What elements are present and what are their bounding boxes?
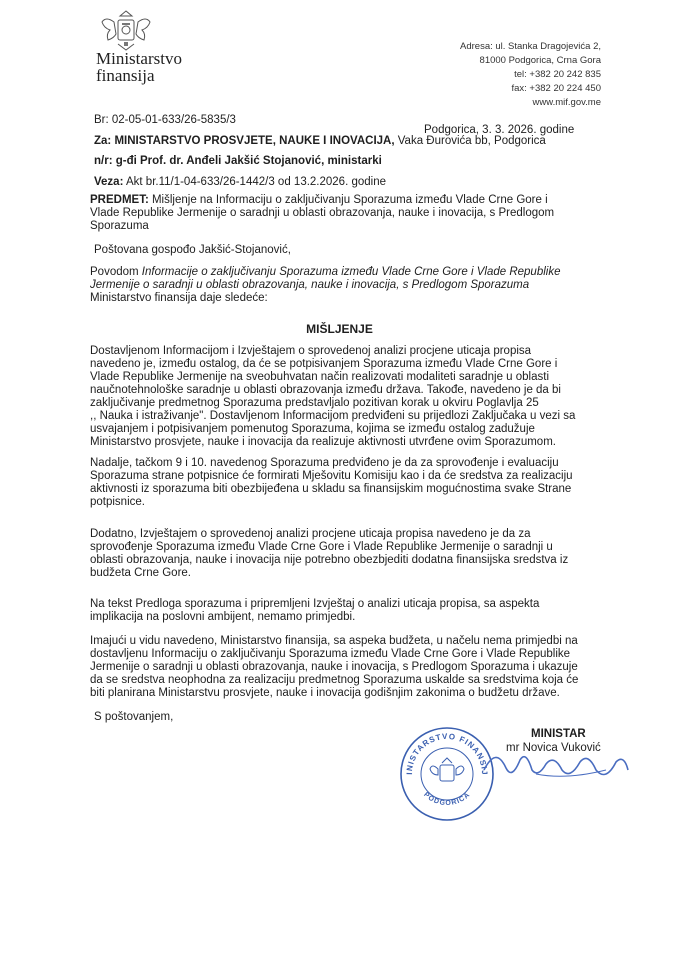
p3-line: budžeta Crne Gore. — [90, 567, 192, 579]
address-line: Adresa: ul. Stanka Dragojevića 2, — [460, 41, 601, 52]
p4-line: implikacija na poslovni ambijent, nemamo primjedbi. — [90, 611, 356, 623]
ministry-name — [96, 50, 182, 84]
p5-line: biti planirana Ministarstvu prosvjete, nauke i inovacija godišnjim zakonima o budžetu države. — [90, 687, 560, 699]
p1-line: Ministarstvo prosvjete, nauke i inovacija da realizuje aktivnosti utvrđene ovim Sporazumom. — [90, 436, 556, 448]
subject-line2: Vlade Republike Jermenije o saradnji u oblasti obrazovanja, nauke i inovacija, s Predlogom — [90, 207, 555, 219]
p5-line: Jermenije o saradnji u oblasti obrazovanja, nauke i inovacija, s Predlogom Sporazuma i ukazuje — [90, 661, 578, 673]
subject-line1: Mišljenje na Informaciju o zaključivanju Sporazuma između Vlade Crne Gore i — [148, 194, 548, 206]
reference-label: Veza: — [94, 176, 124, 188]
paragraph-3 — [90, 528, 618, 580]
subject-line3: Sporazuma — [90, 220, 149, 232]
reference-line — [94, 176, 386, 189]
p5-line: dostavljenu Informaciju o zaključivanju Sporazuma između Vlade Crne Gore i Vlade Republike — [90, 648, 571, 660]
p1-line: navedeno je, između ostalog, da će se potpisivanjem Sporazuma između Vlade Crne Gore i — [90, 358, 558, 370]
signatory-name: mr Novica Vuković — [506, 742, 601, 754]
svg-text:PODGORICA: PODGORICA — [422, 791, 472, 808]
subject-block — [90, 194, 618, 233]
signatory-title: MINISTAR — [531, 728, 586, 740]
closing: S poštovanjem, — [94, 711, 174, 723]
handwritten-signature — [476, 740, 636, 790]
p2-line: aktivnosti iz sporazuma biti obezbijeđena u skladu sa finansijskim mogućnostima svake Strane — [90, 483, 572, 495]
p2-line: Nadalje, tačkom 9 i 10. navedenog Sporazuma predviđeno je da za sprovođenje i evaluaciju — [90, 457, 559, 469]
eagle-crest-icon — [96, 8, 156, 52]
intro-lead: Povodom — [90, 266, 142, 278]
p5-line: Imajući u vidu navedeno, Ministarstvo finansija, sa aspeka budžeta, u načelu nema primjedbi na — [90, 635, 578, 647]
ministry-name-line2: finansija — [96, 66, 155, 85]
recipient — [94, 135, 546, 148]
p1-line: naučnotehnološke saradnje u oblasti obrazovanja između država. Takođe, navedeno je da bi — [90, 384, 561, 396]
svg-text:MINISTARSTVO FINANSIJA: INISTARSTVO FINANSIJ — [404, 731, 490, 776]
p1-line: Dostavljenom Informacijom i Izvještajem o sprovedenoj analizi procjene uticaja propisa — [90, 345, 532, 357]
signature-icon — [476, 740, 636, 790]
p3-line: sprovođenje Sporazuma između Vlade Crne Gore i Vlade Republike Jermenije o saradnji u — [90, 541, 553, 553]
address-block — [460, 40, 601, 110]
intro-title-part2: Jermenije o saradnji u oblasti obrazovanja, nauke i inovacija, s Predlogom Sporazuma — [90, 279, 530, 291]
recipient-name: MINISTARSTVO PROSVJETE, NAUKE I INOVACIJA, — [114, 135, 395, 147]
coat-of-arms-logo — [96, 8, 156, 52]
place-date: Podgorica, 3. 3. 2026. godine — [424, 124, 575, 136]
document-number: Br: 02-05-01-633/26-5835/3 — [94, 114, 236, 126]
p3-line: oblasti obrazovanja, nauke i inovacija nije potrebno obezbjediti dodatna finansijska sredstva iz — [90, 554, 569, 566]
p3-line: Dodatno, Izvještajem o sprovedenoj analizi procjene uticaja propisa navedeno je da za — [90, 528, 531, 540]
attention-line: n/r: g-đi Prof. dr. Anđeli Jakšić Stojanović, ministarki — [94, 155, 382, 167]
paragraph-2 — [90, 457, 618, 509]
intro-line3: Ministarstvo finansija daje sledeće: — [90, 292, 268, 304]
paragraph-5 — [90, 635, 618, 700]
address-web: www.mif.gov.me — [532, 97, 601, 108]
address-city: 81000 Podgorica, Crna Gora — [479, 55, 601, 66]
reference-text: Akt br.11/1-04-633/26-1442/3 od 13.2.2026. godine — [123, 176, 387, 188]
p2-line: potpisnice. — [90, 496, 145, 508]
p1-line: Vlade Republike Jermenije na sveobuhvatan način realizovati modaliteti saradnje u oblasti — [90, 371, 549, 383]
ministry-name-line1: Ministarstvo — [96, 49, 182, 68]
recipient-address: Vaka Đurovića bb, Podgorica — [394, 135, 546, 147]
recipient-label: Za: — [94, 135, 112, 147]
intro-title-part1: Informacije o zaključivanju Sporazuma između Vlade Crne Gore i Vlade Republike — [141, 266, 561, 278]
p2-line: Sporazuma strane potpisnice će formirati Mješovitu Komisiju kao i da će sredstva za realizaciju — [90, 470, 573, 482]
p1-line: zaključivanje predmetnog Sporazuma predstavljalo pozitivan korak u okviru Poglavlja 25 — [90, 397, 539, 409]
opinion-heading: MIŠLJENJE — [306, 322, 373, 336]
p1-line: ,, Nauka i istraživanje". Dostavljenom Informacijom predviđeni su prijedlozi Zaključaka u vezi sa — [90, 410, 576, 422]
subject-label: PREDMET: — [90, 194, 149, 206]
paragraph-1 — [90, 345, 618, 449]
p4-line: Na tekst Predloga sporazuma i pripremljeni Izvještaj o analizi uticaja propisa, sa aspekta — [90, 598, 540, 610]
intro-paragraph — [90, 266, 618, 305]
address-phone: tel: +382 20 242 835 — [514, 69, 601, 80]
paragraph-4 — [90, 598, 618, 624]
address-fax: fax: +382 20 224 450 — [511, 83, 601, 94]
salutation: Poštovana gospođo Jakšić-Stojanović, — [94, 244, 291, 256]
p5-line: da se sredstva neophodna za realizaciju predmetnog Sporazuma uskalde sa sredstvima koja će — [90, 674, 579, 686]
p1-line: usvajanjem i potpisivanjem pomenutog Sporazuma, kojima se između ostalog zadužuje — [90, 423, 535, 435]
